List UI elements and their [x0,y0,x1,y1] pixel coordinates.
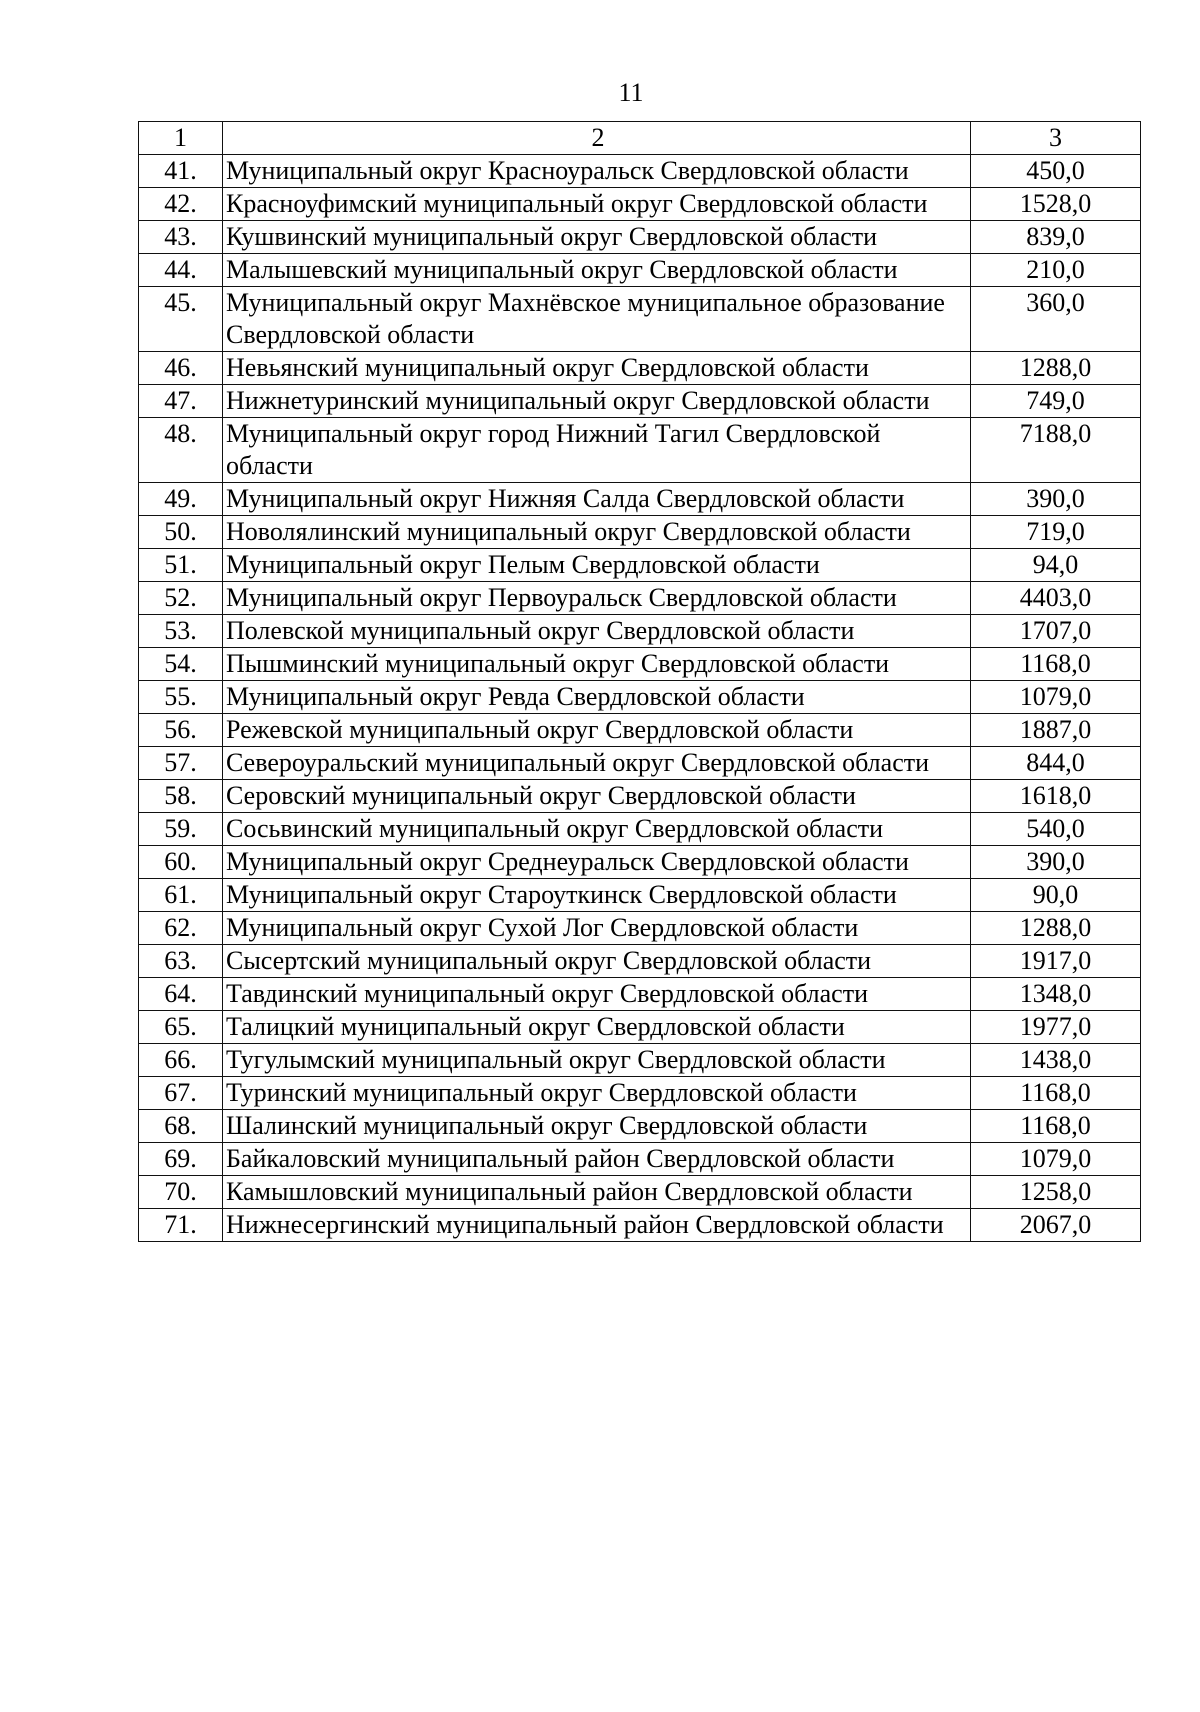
table-row [139,221,1141,254]
row-number: 66. [139,1044,223,1077]
row-number: 59. [139,813,223,846]
table-row [139,254,1141,287]
allocation-value: 1288,0 [971,912,1141,945]
allocation-value: 1917,0 [971,945,1141,978]
municipality-name: Кушвинский муниципальный округ Свердловской области [223,221,971,254]
allocation-value: 1528,0 [971,188,1141,221]
table-row [139,1176,1141,1209]
municipality-name: Муниципальный округ город Нижний Тагил Свердловской области [223,418,971,483]
allocation-value: 390,0 [971,846,1141,879]
allocation-value: 2067,0 [971,1209,1141,1242]
table-row [139,1077,1141,1110]
allocation-value: 1079,0 [971,1143,1141,1176]
allocation-value: 749,0 [971,385,1141,418]
municipality-name: Малышевский муниципальный округ Свердловской области [223,254,971,287]
table-row [139,418,1141,483]
table-row [139,1110,1141,1143]
table-row [139,385,1141,418]
row-number: 60. [139,846,223,879]
table-row [139,879,1141,912]
municipality-name: Муниципальный округ Среднеуральск Свердловской области [223,846,971,879]
row-number: 44. [139,254,223,287]
allocation-value: 1618,0 [971,780,1141,813]
row-number: 43. [139,221,223,254]
row-number: 58. [139,780,223,813]
allocation-table [138,121,1141,1242]
table-header-row [139,122,1141,155]
table-row [139,615,1141,648]
table-row [139,1143,1141,1176]
municipality-name: Муниципальный округ Нижняя Салда Свердловской области [223,483,971,516]
column-header-3: 3 [971,122,1141,155]
municipality-name: Сысертский муниципальный округ Свердловской области [223,945,971,978]
municipality-name: Муниципальный округ Красноуральск Свердловской области [223,155,971,188]
table-row [139,1011,1141,1044]
municipality-name: Байкаловский муниципальный район Свердловской области [223,1143,971,1176]
row-number: 68. [139,1110,223,1143]
row-number: 71. [139,1209,223,1242]
municipality-name: Талицкий муниципальный округ Свердловской области [223,1011,971,1044]
allocation-value: 1288,0 [971,352,1141,385]
municipality-name: Шалинский муниципальный округ Свердловской области [223,1110,971,1143]
municipality-name: Североуральский муниципальный округ Свердловской области [223,747,971,780]
row-number: 70. [139,1176,223,1209]
allocation-value: 4403,0 [971,582,1141,615]
municipality-name: Туринский муниципальный округ Свердловской области [223,1077,971,1110]
municipality-name: Муниципальный округ Староуткинск Свердловской области [223,879,971,912]
row-number: 50. [139,516,223,549]
municipality-name: Муниципальный округ Первоуральск Свердловской области [223,582,971,615]
allocation-value: 210,0 [971,254,1141,287]
row-number: 51. [139,549,223,582]
row-number: 69. [139,1143,223,1176]
row-number: 56. [139,714,223,747]
allocation-value: 1887,0 [971,714,1141,747]
allocation-value: 844,0 [971,747,1141,780]
row-number: 62. [139,912,223,945]
municipality-name: Нижнетуринский муниципальный округ Свердловской области [223,385,971,418]
municipality-name: Сосьвинский муниципальный округ Свердловской области [223,813,971,846]
table-row [139,648,1141,681]
table-row [139,681,1141,714]
allocation-value: 94,0 [971,549,1141,582]
allocation-value: 540,0 [971,813,1141,846]
table-row [139,549,1141,582]
row-number: 48. [139,418,223,483]
table-body [139,122,1141,1242]
municipality-name: Тугулымский муниципальный округ Свердловской области [223,1044,971,1077]
table-row [139,155,1141,188]
row-number: 52. [139,582,223,615]
municipality-name: Красноуфимский муниципальный округ Свердловской области [223,188,971,221]
municipality-name: Невьянский муниципальный округ Свердловской области [223,352,971,385]
table-row [139,945,1141,978]
table-row [139,912,1141,945]
table-row [139,188,1141,221]
municipality-name: Тавдинский муниципальный округ Свердловской области [223,978,971,1011]
allocation-value: 450,0 [971,155,1141,188]
row-number: 49. [139,483,223,516]
row-number: 64. [139,978,223,1011]
allocation-value: 1438,0 [971,1044,1141,1077]
column-header-2: 2 [223,122,971,155]
table-row [139,780,1141,813]
allocation-value: 390,0 [971,483,1141,516]
table-row [139,516,1141,549]
allocation-value: 7188,0 [971,418,1141,483]
municipality-name: Режевской муниципальный округ Свердловской области [223,714,971,747]
table-row [139,714,1141,747]
table-row [139,287,1141,352]
municipality-name: Камышловский муниципальный район Свердловской области [223,1176,971,1209]
table-row [139,846,1141,879]
row-number: 47. [139,385,223,418]
table-row [139,352,1141,385]
municipality-name: Муниципальный округ Пелым Свердловской области [223,549,971,582]
table-row [139,747,1141,780]
row-number: 45. [139,287,223,352]
table-row [139,978,1141,1011]
row-number: 61. [139,879,223,912]
table-row [139,813,1141,846]
municipality-name: Муниципальный округ Ревда Свердловской области [223,681,971,714]
table-row [139,1209,1141,1242]
row-number: 46. [139,352,223,385]
municipality-name: Пышминский муниципальный округ Свердловской области [223,648,971,681]
allocation-value: 90,0 [971,879,1141,912]
municipality-name: Серовский муниципальный округ Свердловской области [223,780,971,813]
table-row [139,1044,1141,1077]
row-number: 67. [139,1077,223,1110]
municipality-name: Муниципальный округ Махнёвское муниципальное образование Свердловской области [223,287,971,352]
allocation-value: 1079,0 [971,681,1141,714]
municipality-name: Муниципальный округ Сухой Лог Свердловской области [223,912,971,945]
allocation-value: 1348,0 [971,978,1141,1011]
municipality-name: Нижнесергинский муниципальный район Свердловской области [223,1209,971,1242]
allocation-value: 1258,0 [971,1176,1141,1209]
page-number: 11 [618,78,644,107]
allocation-value: 1168,0 [971,1110,1141,1143]
row-number: 53. [139,615,223,648]
allocation-value: 839,0 [971,221,1141,254]
row-number: 63. [139,945,223,978]
row-number: 41. [139,155,223,188]
municipality-name: Новолялинский муниципальный округ Свердловской области [223,516,971,549]
allocation-value: 1977,0 [971,1011,1141,1044]
row-number: 54. [139,648,223,681]
allocation-value: 719,0 [971,516,1141,549]
column-header-1: 1 [139,122,223,155]
row-number: 57. [139,747,223,780]
row-number: 42. [139,188,223,221]
allocation-value: 1168,0 [971,648,1141,681]
allocation-value: 1707,0 [971,615,1141,648]
row-number: 55. [139,681,223,714]
table-row [139,483,1141,516]
allocation-value: 1168,0 [971,1077,1141,1110]
allocation-value: 360,0 [971,287,1141,352]
table-row [139,582,1141,615]
municipality-name: Полевской муниципальный округ Свердловской области [223,615,971,648]
row-number: 65. [139,1011,223,1044]
